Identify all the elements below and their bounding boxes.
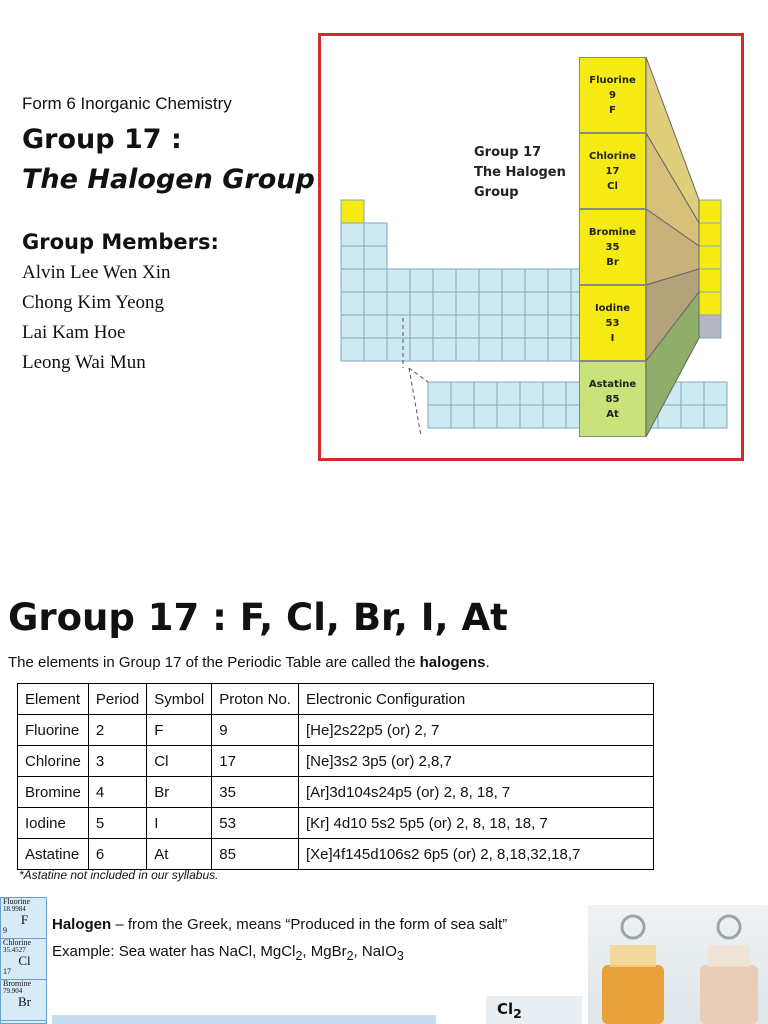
bromine-bottle — [602, 965, 664, 1024]
table-cell-group17 — [699, 223, 721, 246]
course-label: Form 6 Inorganic Chemistry — [22, 94, 232, 113]
table-cell — [502, 338, 525, 361]
table-row — [18, 715, 654, 746]
subscript: 3 — [396, 949, 404, 963]
table-cell: [Xe]4f145d106s2 6p5 (or) 2, 8,18,32,18,7 — [298, 839, 653, 870]
slide-title-line1: Group 17 : — [22, 124, 182, 155]
element-name: Iodine — [594, 302, 631, 314]
table-cell — [543, 382, 566, 405]
table-cell: At — [147, 839, 212, 870]
halogen-table — [17, 683, 654, 870]
subscript: 2 — [295, 949, 303, 963]
example-part: Example: Sea water has NaCl, MgCl — [52, 943, 296, 960]
table-cell — [681, 382, 704, 405]
example-part: , NaIO — [353, 943, 397, 960]
col-header: Proton No. — [212, 684, 299, 715]
element-name: Astatine — [588, 378, 637, 390]
table-cell — [525, 338, 548, 361]
table-cell — [341, 338, 364, 361]
table-cell — [410, 338, 433, 361]
table-cell — [451, 382, 474, 405]
intro-end: . — [485, 654, 490, 671]
table-cell: [Kr] 4d10 5s2 5p5 (or) 2, 8, 18, 18, 7 — [298, 808, 653, 839]
periodic-thumbnail — [0, 897, 47, 1024]
table-cell: 4 — [88, 777, 146, 808]
halogen-bottles-photo — [588, 905, 768, 1024]
thumb-symbol: F — [20, 912, 29, 927]
intro-paragraph — [8, 654, 490, 671]
halogen-cell-iodine — [579, 285, 646, 361]
element-symbol: At — [606, 408, 619, 420]
thumb-cell — [1, 939, 46, 980]
table-cell — [497, 405, 520, 428]
bottle-stopper — [718, 916, 740, 938]
table-cell: 6 — [88, 839, 146, 870]
col-header: Element — [18, 684, 89, 715]
table-cell — [704, 382, 727, 405]
element-number: 53 — [605, 317, 620, 329]
table-cell-group17 — [699, 292, 721, 315]
table-cell — [433, 338, 456, 361]
thumb-mass: 79.904 — [3, 987, 23, 995]
thumb-name: Chlorine — [3, 938, 31, 947]
element-name: Bromine — [588, 226, 637, 238]
table-cell — [525, 315, 548, 338]
table-cell — [387, 338, 410, 361]
table-cell: [He]2s22p5 (or) 2, 7 — [298, 715, 653, 746]
table-cell — [341, 315, 364, 338]
slide-title-line2: The Halogen Group — [22, 164, 315, 195]
table-cell: I — [147, 808, 212, 839]
table-cell — [364, 292, 387, 315]
table-cell: [Ne]3s2 3p5 (or) 2,8,7 — [298, 746, 653, 777]
thumb-symbol: Cl — [18, 953, 31, 968]
table-cell — [474, 405, 497, 428]
element-number: 17 — [605, 165, 620, 177]
element-number: 9 — [609, 89, 616, 101]
table-cell — [428, 382, 451, 405]
example-part: , MgBr — [302, 943, 347, 960]
table-cell — [341, 269, 364, 292]
bottle-neck — [708, 945, 750, 967]
element-symbol: Br — [606, 256, 619, 268]
table-cell — [474, 382, 497, 405]
table-row — [18, 808, 654, 839]
table-cell — [520, 382, 543, 405]
bottle-neck — [610, 945, 656, 967]
table-cell — [364, 269, 387, 292]
member-name: Alvin Lee Wen Xin — [22, 262, 171, 283]
table-cell — [433, 292, 456, 315]
thumb-mass: 35.4527 — [3, 946, 26, 954]
table-cell: 35 — [212, 777, 299, 808]
periodic-table-figure — [318, 33, 744, 461]
thumb-cell — [1, 898, 46, 939]
table-cell: Br — [147, 777, 212, 808]
table-row — [18, 746, 654, 777]
table-cell — [410, 269, 433, 292]
table-cell: 53 — [212, 808, 299, 839]
member-name: Lai Kam Hoe — [22, 322, 126, 343]
intro-text: The elements in Group 17 of the Periodic Table are called the — [8, 654, 420, 671]
footnote: *Astatine not included in our syllabus. — [19, 868, 219, 882]
member-name: Leong Wai Mun — [22, 352, 146, 373]
table-cell-f — [699, 200, 721, 223]
table-cell: [Ar]3d104s24p5 (or) 2, 8, 18, 7 — [298, 777, 653, 808]
table-cell — [479, 338, 502, 361]
cl2-label — [497, 1000, 522, 1021]
bottle-stopper — [622, 916, 644, 938]
subscript: 2 — [513, 1006, 522, 1021]
thumb-mass: 18.9984 — [3, 905, 26, 913]
table-cell: Cl — [147, 746, 212, 777]
halogen-cell-chlorine — [579, 133, 646, 209]
halogen-bold: Halogen — [52, 916, 112, 933]
table-cell: F — [147, 715, 212, 746]
table-cell-group17 — [699, 315, 721, 338]
table-header-row — [18, 684, 654, 715]
table-cell — [497, 382, 520, 405]
table-cell — [410, 292, 433, 315]
table-cell: 2 — [88, 715, 146, 746]
table-cell — [543, 405, 566, 428]
cl2-text: Cl — [497, 1000, 514, 1018]
col-header: Electronic Configuration — [298, 684, 653, 715]
subscript: 2 — [346, 949, 354, 963]
table-cell — [433, 315, 456, 338]
table-cell: 9 — [212, 715, 299, 746]
iodine-bottle — [700, 965, 758, 1024]
table-cell — [681, 405, 704, 428]
bottom-bar — [52, 1015, 436, 1024]
table-cell — [456, 338, 479, 361]
table-cell — [456, 269, 479, 292]
element-symbol: F — [609, 104, 616, 116]
bottles-graphic — [588, 905, 768, 1024]
table-cell — [456, 292, 479, 315]
table-cell — [479, 292, 502, 315]
halogen-cell-fluorine — [579, 57, 646, 133]
element-number: 35 — [605, 241, 620, 253]
table-cell — [502, 269, 525, 292]
table-cell — [479, 315, 502, 338]
col-header: Symbol — [147, 684, 212, 715]
table-cell — [548, 338, 571, 361]
table-cell — [479, 269, 502, 292]
table-cell: Iodine — [18, 808, 89, 839]
thumb-name: Fluorine — [3, 897, 31, 906]
periodic-table-graphic — [321, 36, 741, 458]
table-cell — [456, 315, 479, 338]
col-header: Period — [88, 684, 146, 715]
figure-label-line: Group 17 — [474, 145, 542, 160]
table-cell: Fluorine — [18, 715, 89, 746]
element-number: 85 — [605, 393, 620, 405]
members-heading: Group Members: — [22, 230, 219, 254]
halogen-cell-bromine — [579, 209, 646, 285]
table-cell — [341, 292, 364, 315]
table-cell — [433, 269, 456, 292]
table-cell — [364, 315, 387, 338]
intro-bold: halogens — [419, 654, 486, 671]
figure-label-line: Group — [474, 185, 519, 200]
table-cell — [525, 292, 548, 315]
table-cell — [451, 405, 474, 428]
table-cell: 5 — [88, 808, 146, 839]
element-name: Chlorine — [588, 150, 637, 162]
table-cell-group17 — [699, 246, 721, 269]
element-symbol: I — [610, 332, 615, 344]
halogen-cell-astatine — [579, 361, 646, 437]
table-cell — [548, 269, 571, 292]
table-cell-group17 — [699, 269, 721, 292]
halogen-definition — [52, 916, 507, 933]
table-cell — [502, 315, 525, 338]
thumb-symbol: Br — [18, 994, 31, 1009]
table-cell: Bromine — [18, 777, 89, 808]
thumb-number: 17 — [3, 967, 11, 976]
element-symbol: Cl — [607, 180, 618, 192]
table-cell — [387, 269, 410, 292]
thumb-name: Bromine — [3, 979, 31, 988]
table-cell — [502, 292, 525, 315]
table-cell-h — [341, 200, 364, 223]
table-cell — [704, 405, 727, 428]
table-cell — [387, 315, 410, 338]
table-cell — [364, 246, 387, 269]
element-name: Fluorine — [589, 74, 636, 86]
table-cell — [387, 292, 410, 315]
table-cell — [548, 292, 571, 315]
member-name: Chong Kim Yeong — [22, 292, 164, 313]
table-cell: Astatine — [18, 839, 89, 870]
table-row — [18, 839, 654, 870]
example-text — [52, 943, 404, 963]
table-cell: 85 — [212, 839, 299, 870]
table-cell — [364, 338, 387, 361]
halogen-text: – from the Greek, means “Produced in the form of sea salt” — [111, 916, 508, 933]
table-cell — [341, 223, 364, 246]
table-cell — [341, 246, 364, 269]
table-cell — [428, 405, 451, 428]
thumb-cell — [1, 980, 46, 1021]
table-cell — [520, 405, 543, 428]
table-cell: Chlorine — [18, 746, 89, 777]
table-cell: 17 — [212, 746, 299, 777]
thumb-number: 9 — [3, 926, 7, 935]
table-cell — [525, 269, 548, 292]
section-title: Group 17 : F, Cl, Br, I, At — [8, 596, 508, 639]
table-cell — [410, 315, 433, 338]
table-cell — [548, 315, 571, 338]
table-row — [18, 777, 654, 808]
table-cell — [364, 223, 387, 246]
table-cell: 3 — [88, 746, 146, 777]
figure-label-line: The Halogen — [474, 165, 566, 180]
